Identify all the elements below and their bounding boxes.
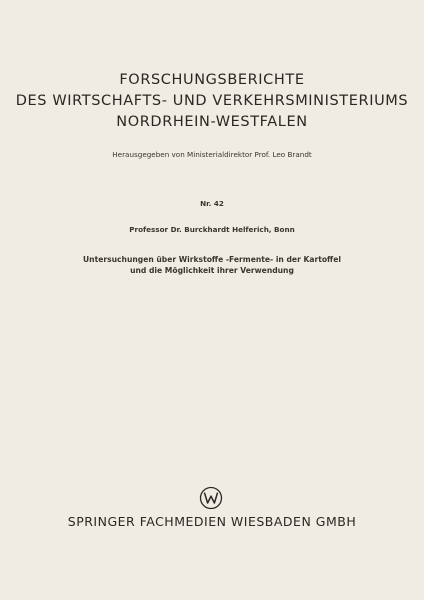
book-title bbox=[0, 254, 424, 276]
series-title bbox=[0, 70, 424, 133]
springer-w-logo-icon bbox=[199, 486, 223, 510]
author-line: Professor Dr. Burckhardt Helferich, Bonn bbox=[129, 225, 295, 234]
series-title-line-2: DES WIRTSCHAFTS- UND VERKEHRSMINISTERIUMS bbox=[15, 93, 409, 109]
series-title-line-1: FORSCHUNGSBERICHTE bbox=[119, 72, 305, 88]
publisher-name: SPRINGER FACHMEDIEN WIESBADEN GMBH bbox=[67, 514, 357, 529]
series-title-line-3: NORDRHEIN-WESTFALEN bbox=[116, 114, 308, 130]
issue-number: Nr. 42 bbox=[200, 199, 224, 208]
book-title-line-2: und die Möglichkeit ihrer Verwendung bbox=[130, 266, 294, 275]
book-title-line-1: Untersuchungen über Wirkstoffe -Fermente- in der Kartoffel bbox=[83, 255, 341, 264]
editor-line: Herausgegeben von Ministerialdirektor Prof. Leo Brandt bbox=[112, 150, 312, 159]
